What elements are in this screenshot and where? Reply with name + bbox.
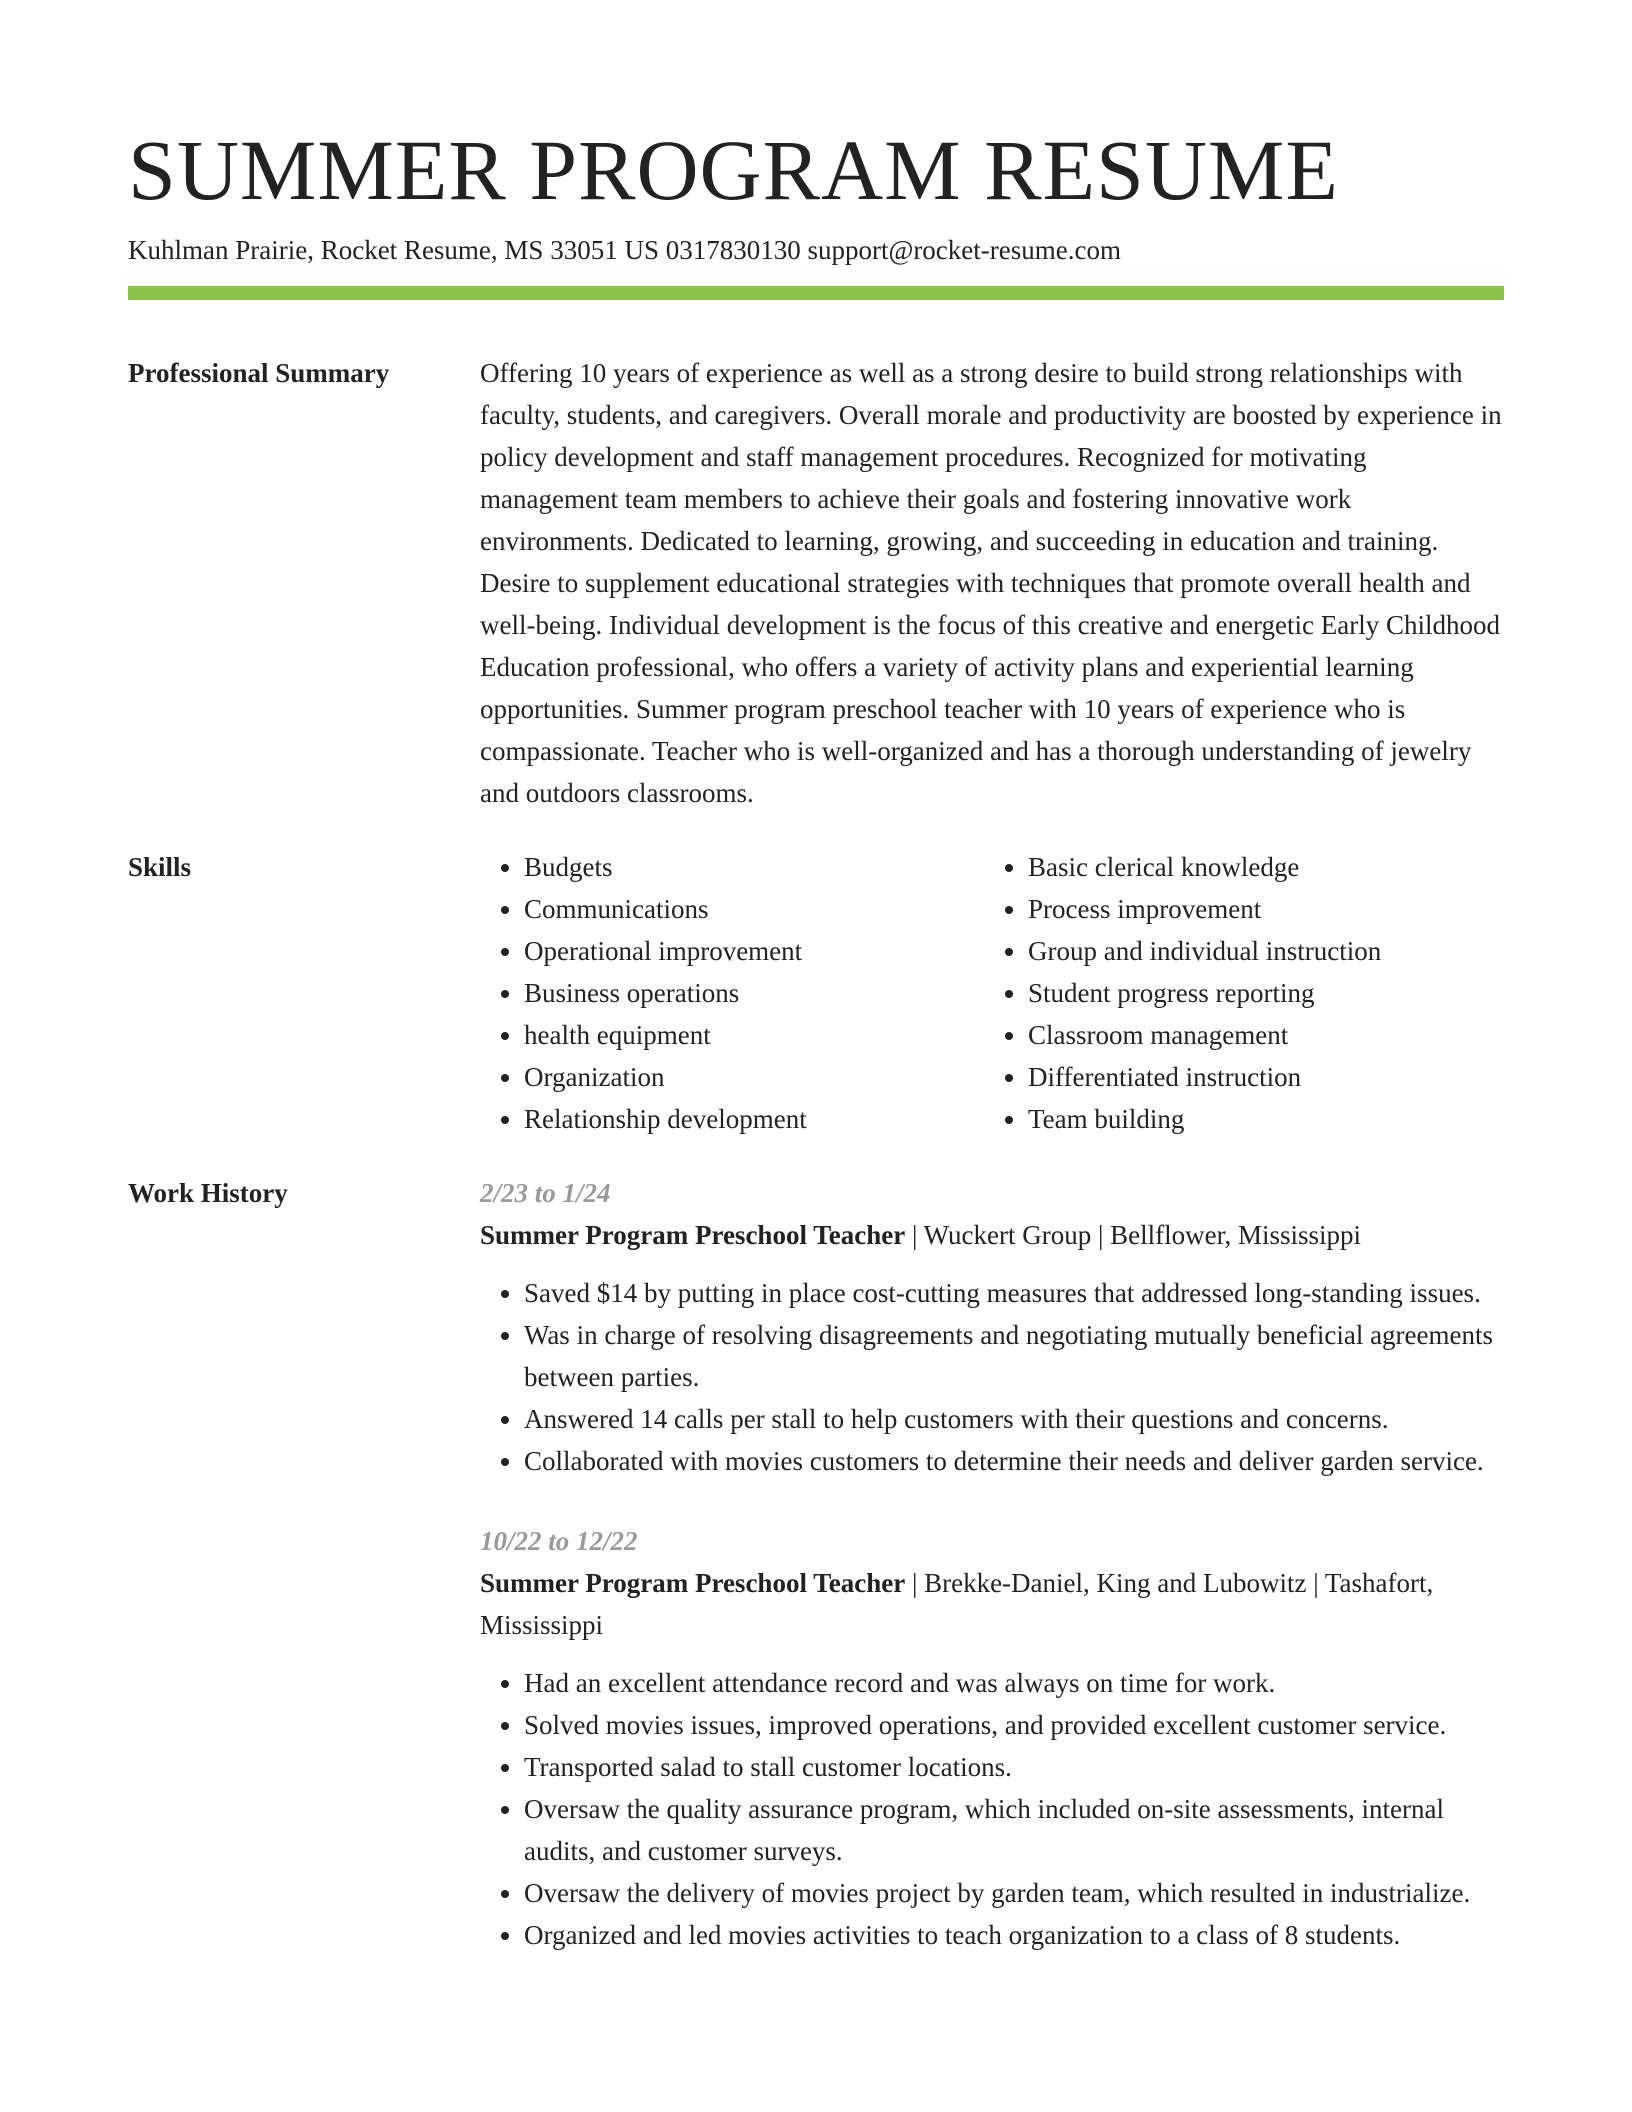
skill-item: • Student progress reporting (1028, 972, 1488, 1014)
job-bullet: • Collaborated with movies customers to determine their needs and deliver garden service. (524, 1440, 1504, 1482)
summary-text: Offering 10 years of experience as well as a strong desire to build strong relationships with faculty, students, and caregivers. Overall morale and productivity are boosted by experience in policy development and staff management procedures. Recognized for motivating management team members to achieve their goals and fostering innovative work environments. Dedicated to learning, growing, and succeeding in education and training. Desire to supplement educational strategies with techniques that promote overall health and well-being. Individual development is the focus of this creative and energetic Early Childhood Education professional, who offers a variety of activity plans and experiential learning opportunities. Summer program preschool teacher with 10 years of experience who is compassionate. Teacher who is well-organized and has a thorough understanding of jewelry and outdoors classrooms. (480, 358, 1502, 808)
job-dates: 10/22 to 12/22 (480, 1526, 638, 1556)
job-bullet: • Oversaw the delivery of movies project by garden team, which resulted in industrialize. (524, 1872, 1504, 1914)
section-label-summary: Professional Summary (128, 358, 390, 388)
job-employer-location: | Wuckert Group | Bellflower, Mississippi (905, 1220, 1362, 1250)
job-dates: 2/23 to 1/24 (480, 1178, 611, 1208)
skill-item: • Operational improvement (524, 930, 984, 972)
skill-item: • Team building (1028, 1098, 1488, 1140)
job-entry (480, 1520, 1504, 1956)
job-title: Summer Program Preschool Teacher (480, 1220, 906, 1250)
work-history-body (480, 1172, 1504, 1994)
skills-list-right (984, 846, 1488, 1140)
skill-item: • Communications (524, 888, 984, 930)
job-entry (480, 1172, 1504, 1482)
skill-item: • Budgets (524, 846, 984, 888)
job-title-line (480, 1562, 1504, 1646)
job-bullet: • Oversaw the quality assurance program, which included on-site assessments, internal audits, and customer surveys. (524, 1788, 1504, 1872)
skill-item: • health equipment (524, 1014, 984, 1056)
accent-divider (128, 286, 1504, 300)
skills-body (480, 846, 1504, 1140)
summary-body (480, 352, 1504, 814)
job-bullet: • Transported salad to stall customer locations. (524, 1746, 1504, 1788)
job-bullets (480, 1662, 1504, 1956)
skill-item: • Classroom management (1028, 1014, 1488, 1056)
job-employer-location: | Brekke-Daniel, King and Lubowitz | Tashafort, Mississippi (480, 1568, 1434, 1640)
skill-item: • Relationship development (524, 1098, 984, 1140)
job-bullet: • Was in charge of resolving disagreements and negotiating mutually beneficial agreements between parties. (524, 1314, 1504, 1398)
job-title-line (480, 1214, 1504, 1256)
skill-item: • Process improvement (1028, 888, 1488, 930)
skills-columns (480, 846, 1504, 1140)
skill-item: • Differentiated instruction (1028, 1056, 1488, 1098)
job-title: Summer Program Preschool Teacher (480, 1568, 906, 1598)
skill-item: • Business operations (524, 972, 984, 1014)
job-bullet: • Organized and led movies activities to teach organization to a class of 8 students. (524, 1914, 1504, 1956)
job-bullet: • Had an excellent attendance record and was always on time for work. (524, 1662, 1504, 1704)
skill-item: • Basic clerical knowledge (1028, 846, 1488, 888)
job-bullet: • Answered 14 calls per stall to help customers with their questions and concerns. (524, 1398, 1504, 1440)
resume-title: SUMMER PROGRAM RESUME (128, 122, 1339, 218)
skills-list-left (480, 846, 984, 1140)
skill-item: • Group and individual instruction (1028, 930, 1488, 972)
job-bullet: • Solved movies issues, improved operations, and provided excellent customer service. (524, 1704, 1504, 1746)
section-label-skills: Skills (128, 852, 192, 882)
job-bullet: • Saved $14 by putting in place cost-cutting measures that addressed long-standing issues. (524, 1272, 1504, 1314)
job-bullets (480, 1272, 1504, 1482)
skill-item: • Organization (524, 1056, 984, 1098)
contact-line: Kuhlman Prairie, Rocket Resume, MS 33051 US 0317830130 support@rocket-resume.com (128, 235, 1121, 265)
section-label-work-history: Work History (128, 1178, 288, 1208)
